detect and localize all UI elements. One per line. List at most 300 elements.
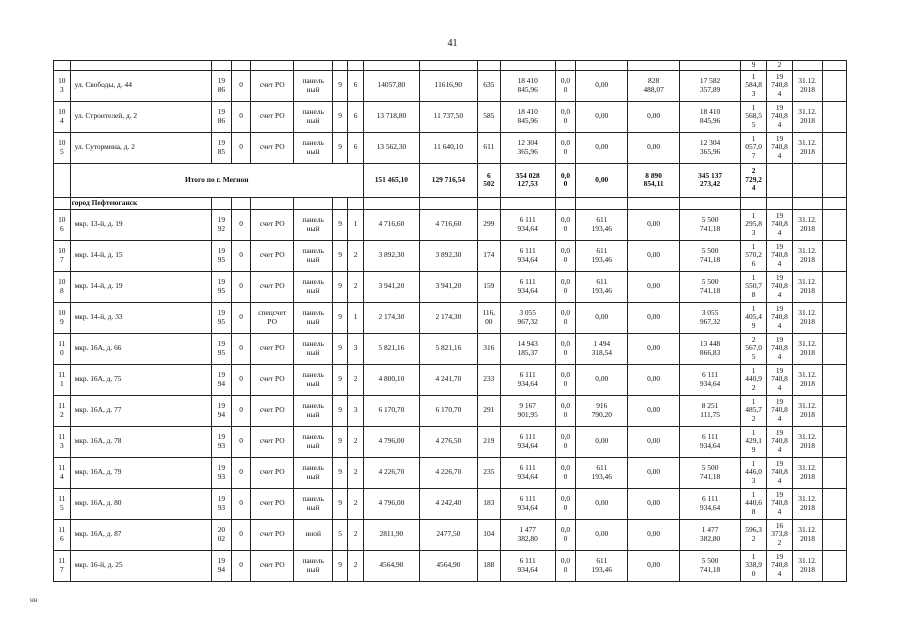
table-cell: панель ный xyxy=(294,132,332,163)
table-cell: 9 xyxy=(332,550,348,581)
table-row xyxy=(54,240,847,271)
table-cell: 0,00 xyxy=(628,333,680,364)
table-cell: 4 226,70 xyxy=(419,457,477,488)
table-row xyxy=(54,271,847,302)
table-cell: 0 xyxy=(232,240,251,271)
table-cell: 6 111 934,64 xyxy=(500,209,555,240)
table-cell xyxy=(767,163,793,197)
table-cell xyxy=(680,197,741,209)
city-name: город Пефтеюганск xyxy=(70,197,211,209)
table-cell: 9 xyxy=(741,61,767,71)
table-cell: 9 xyxy=(332,395,348,426)
table-cell: 19 740,8 4 xyxy=(767,488,793,519)
table-cell: 1 485,7 2 xyxy=(741,395,767,426)
table-cell xyxy=(823,333,847,364)
table-cell: 0,00 xyxy=(628,271,680,302)
table-cell: панель ный xyxy=(294,101,332,132)
table-cell: 0,00 xyxy=(576,426,628,457)
table-cell: 2 xyxy=(767,61,793,71)
table-cell xyxy=(823,132,847,163)
table-row xyxy=(54,426,847,457)
table-cell: 6 xyxy=(348,101,364,132)
table-cell: 19 740,8 4 xyxy=(767,101,793,132)
table-cell: иной xyxy=(294,519,332,550)
table-cell xyxy=(823,302,847,333)
city-header-row xyxy=(54,197,847,209)
table-cell: счет РО xyxy=(250,101,294,132)
table-row xyxy=(54,132,847,163)
table-cell: 1 429,1 9 xyxy=(741,426,767,457)
table-cell: 19 740,8 4 xyxy=(767,132,793,163)
table-cell xyxy=(767,197,793,209)
table-cell: 0,0 0 xyxy=(555,550,576,581)
table-row xyxy=(54,70,847,101)
table-cell: 2477,50 xyxy=(419,519,477,550)
table-cell xyxy=(555,197,576,209)
table-cell: 611 193,46 xyxy=(576,240,628,271)
table-cell: 19 740,8 4 xyxy=(767,457,793,488)
table-cell xyxy=(419,197,477,209)
table-cell: 1 xyxy=(348,302,364,333)
table-cell: 0,0 0 xyxy=(555,302,576,333)
address-cell: мкр. 16А, д. 75 xyxy=(70,364,211,395)
table-cell: 1 570,2 6 xyxy=(741,240,767,271)
footer-mark: нн xyxy=(30,596,38,604)
continuation-row xyxy=(54,61,847,71)
table-cell xyxy=(823,488,847,519)
table-cell: счет РО xyxy=(250,333,294,364)
table-cell: 116, 00 xyxy=(477,302,500,333)
address-cell: мкр. 16А, д. 78 xyxy=(70,426,211,457)
table-cell: 19 740,8 4 xyxy=(767,302,793,333)
table-cell: 11616,90 xyxy=(419,70,477,101)
table-cell: 0 xyxy=(232,132,251,163)
table-cell: 6 xyxy=(348,132,364,163)
address-cell: мкр. 14-й, д. 15 xyxy=(70,240,211,271)
table-cell: 2 xyxy=(348,364,364,395)
table-cell: 4 796,00 xyxy=(363,426,419,457)
table-cell: 0,0 0 xyxy=(555,209,576,240)
table-cell: 11 2 xyxy=(54,395,71,426)
table-cell: 31.12. 2018 xyxy=(792,101,822,132)
table-cell: 19 740,8 4 xyxy=(767,426,793,457)
table-cell xyxy=(294,197,332,209)
table-cell: 0,00 xyxy=(628,364,680,395)
table-cell: 3 941,20 xyxy=(363,271,419,302)
table-cell: 6 170,70 xyxy=(363,395,419,426)
table-cell: 6 111 934,64 xyxy=(500,364,555,395)
table-cell: 10 9 xyxy=(54,302,71,333)
table-cell: 6 111 934,64 xyxy=(680,364,741,395)
table-cell: 4 800,10 xyxy=(363,364,419,395)
table-cell: панель ный xyxy=(294,550,332,581)
table-cell: 10 8 xyxy=(54,271,71,302)
table-cell: 12 304 365,96 xyxy=(500,132,555,163)
table-cell: 10 3 xyxy=(54,70,71,101)
table-cell: 19 740,8 4 xyxy=(767,333,793,364)
table-cell: 1 295,8 3 xyxy=(741,209,767,240)
table-cell xyxy=(823,395,847,426)
table-cell: 31.12. 2018 xyxy=(792,426,822,457)
table-cell xyxy=(54,197,71,209)
table-cell: 8 251 111,75 xyxy=(680,395,741,426)
table-cell: 9 xyxy=(332,426,348,457)
table-cell: панель ный xyxy=(294,457,332,488)
table-cell: 0,00 xyxy=(576,364,628,395)
table-cell xyxy=(232,197,251,209)
table-cell: 31.12. 2018 xyxy=(792,364,822,395)
table-cell: панель ный xyxy=(294,364,332,395)
table-cell xyxy=(250,197,294,209)
table-cell: счет РО xyxy=(250,426,294,457)
table-cell: 585 xyxy=(477,101,500,132)
table-cell: 11 5 xyxy=(54,488,71,519)
table-cell: 19 740,8 4 xyxy=(767,70,793,101)
table-cell: 4 241,70 xyxy=(419,364,477,395)
table-cell: 0 xyxy=(232,395,251,426)
table-cell: 18 410 845,96 xyxy=(500,70,555,101)
table-cell: 828 488,07 xyxy=(628,70,680,101)
table-cell: 4 276,50 xyxy=(419,426,477,457)
table-cell: 31.12. 2018 xyxy=(792,271,822,302)
table-cell xyxy=(823,364,847,395)
table-cell: 6 111 934,64 xyxy=(500,240,555,271)
table-cell: 0,0 0 xyxy=(555,426,576,457)
table-cell: 0,00 xyxy=(628,302,680,333)
table-cell: 6 111 934,64 xyxy=(500,426,555,457)
table-cell: 19 740,8 4 xyxy=(767,364,793,395)
table-cell: 0,00 xyxy=(628,132,680,163)
table-cell: 19 86 xyxy=(211,101,232,132)
table-cell: 2 174,30 xyxy=(419,302,477,333)
table-cell: 0 xyxy=(232,302,251,333)
table-cell: 19 740,8 4 xyxy=(767,395,793,426)
table-cell: 1 494 318,54 xyxy=(576,333,628,364)
table-row xyxy=(54,519,847,550)
address-cell: мкр. 14-й, д. 33 xyxy=(70,302,211,333)
table-cell: 9 xyxy=(332,364,348,395)
table-cell: 1 440,6 8 xyxy=(741,488,767,519)
table-cell: 0,0 0 xyxy=(555,519,576,550)
table-cell: 0,00 xyxy=(628,550,680,581)
address-cell: ул. Свободы, д. 44 xyxy=(70,70,211,101)
table-cell: 31.12. 2018 xyxy=(792,488,822,519)
table-cell: 9 xyxy=(332,302,348,333)
table-cell: 11 737,50 xyxy=(419,101,477,132)
table-cell: 19 740,8 4 xyxy=(767,209,793,240)
table-cell: 31.12. 2018 xyxy=(792,70,822,101)
table-cell: 1 584,8 3 xyxy=(741,70,767,101)
table-cell: 151 465,10 xyxy=(363,163,419,197)
table-cell: 1 338,9 0 xyxy=(741,550,767,581)
table-cell: 20 02 xyxy=(211,519,232,550)
table-cell: 9 xyxy=(332,70,348,101)
table-cell: 611 193,46 xyxy=(576,457,628,488)
table-cell: 6 111 934,64 xyxy=(500,488,555,519)
table-cell: 10 5 xyxy=(54,132,71,163)
address-cell: мкр. 16А, д. 66 xyxy=(70,333,211,364)
table-cell: 31.12. 2018 xyxy=(792,550,822,581)
table-cell: панель ный xyxy=(294,426,332,457)
table-cell: 354 028 127,53 xyxy=(500,163,555,197)
table-cell: 0 xyxy=(232,457,251,488)
table-cell: 1 550,7 8 xyxy=(741,271,767,302)
table-cell: 18 410 845,96 xyxy=(500,101,555,132)
table-cell: 916 790,20 xyxy=(576,395,628,426)
table-cell: 0,00 xyxy=(628,395,680,426)
table-row xyxy=(54,395,847,426)
table-cell: 19 94 xyxy=(211,364,232,395)
table-cell: 5 821,16 xyxy=(363,333,419,364)
table-row xyxy=(54,209,847,240)
table-cell: счет РО xyxy=(250,457,294,488)
table-cell: 4 226,70 xyxy=(363,457,419,488)
table-cell: 11 0 xyxy=(54,333,71,364)
table-cell: 19 740,8 4 xyxy=(767,240,793,271)
table-cell: 2 xyxy=(348,519,364,550)
table-cell xyxy=(823,550,847,581)
table-cell: 19 92 xyxy=(211,209,232,240)
table-cell: 0 xyxy=(232,101,251,132)
table-cell: 2 729,2 4 xyxy=(741,163,767,197)
table-cell: 0,0 0 xyxy=(555,333,576,364)
table-cell: 3 055 967,32 xyxy=(500,302,555,333)
table-cell: 31.12. 2018 xyxy=(792,209,822,240)
address-cell: мкр. 16А, д. 77 xyxy=(70,395,211,426)
table-cell: 9 xyxy=(332,488,348,519)
table-cell: 5 500 741,18 xyxy=(680,457,741,488)
table-cell: 13 448 866,83 xyxy=(680,333,741,364)
table-cell: 19 95 xyxy=(211,302,232,333)
table-cell: 9 167 901,95 xyxy=(500,395,555,426)
table-cell: 0,00 xyxy=(576,163,628,197)
table-cell: 19 93 xyxy=(211,488,232,519)
table-cell: 2 567,0 5 xyxy=(741,333,767,364)
table-cell: 19 740,8 4 xyxy=(767,271,793,302)
table-cell: 9 xyxy=(332,240,348,271)
table-cell xyxy=(211,197,232,209)
table-cell: 10 6 xyxy=(54,209,71,240)
table-cell: 31.12. 2018 xyxy=(792,333,822,364)
table-cell: 0 xyxy=(232,519,251,550)
table-cell: 9 xyxy=(332,132,348,163)
table-cell: 14057,80 xyxy=(363,70,419,101)
table-cell: 0,00 xyxy=(628,240,680,271)
table-cell: 11 7 xyxy=(54,550,71,581)
table-cell: 4564,90 xyxy=(419,550,477,581)
table-cell: 0,00 xyxy=(628,488,680,519)
table-cell: 31.12. 2018 xyxy=(792,519,822,550)
table-cell: 6 111 934,64 xyxy=(680,426,741,457)
table-cell: спецсчет РО xyxy=(250,302,294,333)
table-cell: 174 xyxy=(477,240,500,271)
table-cell: 2 xyxy=(348,240,364,271)
address-cell: мкр. 16А, д. 80 xyxy=(70,488,211,519)
table-cell: панель ный xyxy=(294,488,332,519)
table-cell xyxy=(792,197,822,209)
table-cell: 10 4 xyxy=(54,101,71,132)
table-cell: 0,00 xyxy=(628,209,680,240)
table-cell: 3 892,30 xyxy=(363,240,419,271)
table-cell: 3 941,20 xyxy=(419,271,477,302)
table-cell: 5 500 741,18 xyxy=(680,271,741,302)
total-row xyxy=(54,163,847,197)
table-cell: 0,0 0 xyxy=(555,364,576,395)
table-cell: панель ный xyxy=(294,271,332,302)
table-cell: 19 94 xyxy=(211,395,232,426)
table-cell: 11 3 xyxy=(54,426,71,457)
table-cell: счет РО xyxy=(250,395,294,426)
table-cell: 0 xyxy=(232,426,251,457)
table-cell: 11 640,10 xyxy=(419,132,477,163)
table-cell: 6 111 934,64 xyxy=(500,271,555,302)
table-cell: 6 502 xyxy=(477,163,500,197)
table-cell: 611 193,46 xyxy=(576,550,628,581)
table-cell: 611 193,46 xyxy=(576,271,628,302)
table-cell: 0 xyxy=(232,70,251,101)
table-cell: 0,0 0 xyxy=(555,457,576,488)
table-cell: панель ный xyxy=(294,395,332,426)
table-cell: счет РО xyxy=(250,519,294,550)
table-cell: 611 193,46 xyxy=(576,209,628,240)
address-cell: мкр. 13-й, д. 19 xyxy=(70,209,211,240)
table-cell: 0,0 0 xyxy=(555,163,576,197)
table-cell: 5 xyxy=(332,519,348,550)
table-cell: счет РО xyxy=(250,271,294,302)
table-cell: счет РО xyxy=(250,364,294,395)
table-cell: 0 xyxy=(232,209,251,240)
table-cell: 635 xyxy=(477,70,500,101)
table-cell: панель ный xyxy=(294,70,332,101)
table-row xyxy=(54,457,847,488)
table-cell: 1 405,4 9 xyxy=(741,302,767,333)
address-cell: мкр. 16-й, д. 25 xyxy=(70,550,211,581)
table-cell: 6 111 934,64 xyxy=(500,550,555,581)
table-cell: 219 xyxy=(477,426,500,457)
table-cell: 4 796,00 xyxy=(363,488,419,519)
table-cell: 0,00 xyxy=(576,302,628,333)
table-cell: 0,00 xyxy=(628,101,680,132)
table-cell: 1 057,0 7 xyxy=(741,132,767,163)
table-cell: 0,0 0 xyxy=(555,70,576,101)
table-row xyxy=(54,101,847,132)
table-cell: 0 xyxy=(232,550,251,581)
table-cell: 5 500 741,18 xyxy=(680,209,741,240)
table-cell xyxy=(823,457,847,488)
table-cell: 235 xyxy=(477,457,500,488)
table-cell: панель ный xyxy=(294,333,332,364)
table-cell xyxy=(54,163,71,197)
table-cell: 9 xyxy=(332,101,348,132)
table-cell xyxy=(332,197,348,209)
table-cell: 183 xyxy=(477,488,500,519)
table-cell: 104 xyxy=(477,519,500,550)
table-cell: 611 xyxy=(477,132,500,163)
table-cell: 0,0 0 xyxy=(555,271,576,302)
table-cell xyxy=(741,197,767,209)
total-label: Итого по г. Мегион xyxy=(70,163,363,197)
table-cell: 0,0 0 xyxy=(555,101,576,132)
table-cell: 3 xyxy=(348,333,364,364)
table-cell: 1 477 382,80 xyxy=(680,519,741,550)
table-cell: 5 821,16 xyxy=(419,333,477,364)
table-cell: 10 7 xyxy=(54,240,71,271)
table-cell: 31.12. 2018 xyxy=(792,132,822,163)
table-cell: 0,0 0 xyxy=(555,488,576,519)
table-cell: 4 716,60 xyxy=(419,209,477,240)
table-cell xyxy=(792,163,822,197)
table-cell: панель ный xyxy=(294,240,332,271)
table-cell: счет РО xyxy=(250,488,294,519)
table-cell: 159 xyxy=(477,271,500,302)
table-cell: 2 xyxy=(348,488,364,519)
table-cell: 291 xyxy=(477,395,500,426)
table-cell: счет РО xyxy=(250,132,294,163)
table-cell: 9 xyxy=(332,271,348,302)
table-cell: счет РО xyxy=(250,209,294,240)
table-cell: счет РО xyxy=(250,70,294,101)
table-cell: 2811,90 xyxy=(363,519,419,550)
table-cell: 1 xyxy=(348,209,364,240)
table-cell: 0,00 xyxy=(576,70,628,101)
table-row xyxy=(54,364,847,395)
table-cell: 4 716,60 xyxy=(363,209,419,240)
table-cell: 14 943 185,37 xyxy=(500,333,555,364)
address-cell: ул. Сутормина, д. 2 xyxy=(70,132,211,163)
table-cell xyxy=(576,197,628,209)
table-cell: 13 718,80 xyxy=(363,101,419,132)
table-cell: 2 174,30 xyxy=(363,302,419,333)
table-cell: 2 xyxy=(348,550,364,581)
table-cell xyxy=(823,519,847,550)
table-cell: 6 170,70 xyxy=(419,395,477,426)
table-cell: панель ный xyxy=(294,209,332,240)
table-cell xyxy=(823,271,847,302)
table-cell: 12 304 365,96 xyxy=(680,132,741,163)
table-cell: 5 500 741,18 xyxy=(680,240,741,271)
table-cell: 0,00 xyxy=(576,132,628,163)
address-cell: мкр. 14-й, д. 19 xyxy=(70,271,211,302)
table-cell: 1 440,9 2 xyxy=(741,364,767,395)
address-cell: мкр. 16А, д. 87 xyxy=(70,519,211,550)
table-row xyxy=(54,333,847,364)
table-cell: 17 582 357,89 xyxy=(680,70,741,101)
table-cell xyxy=(823,197,847,209)
table-cell: 0,0 0 xyxy=(555,240,576,271)
table-cell: 19 94 xyxy=(211,550,232,581)
table-cell: 0,0 0 xyxy=(555,132,576,163)
table-cell: 0,00 xyxy=(576,101,628,132)
page-number: 41 xyxy=(447,38,458,49)
table-cell: 19 86 xyxy=(211,70,232,101)
table-cell: 18 410 845,96 xyxy=(680,101,741,132)
table-cell: 233 xyxy=(477,364,500,395)
table-row xyxy=(54,488,847,519)
table-cell: 11 6 xyxy=(54,519,71,550)
table-cell: 3 055 967,32 xyxy=(680,302,741,333)
table-row xyxy=(54,550,847,581)
table-cell: 188 xyxy=(477,550,500,581)
table-cell: 3 892,30 xyxy=(419,240,477,271)
table-cell xyxy=(823,209,847,240)
table-cell: 4564,90 xyxy=(363,550,419,581)
table-cell: 1 568,5 5 xyxy=(741,101,767,132)
table-cell: 1 446,0 3 xyxy=(741,457,767,488)
table-cell: 0,00 xyxy=(628,457,680,488)
table-cell: 0 xyxy=(232,364,251,395)
table-cell: 13 562,30 xyxy=(363,132,419,163)
table-cell: 316 xyxy=(477,333,500,364)
